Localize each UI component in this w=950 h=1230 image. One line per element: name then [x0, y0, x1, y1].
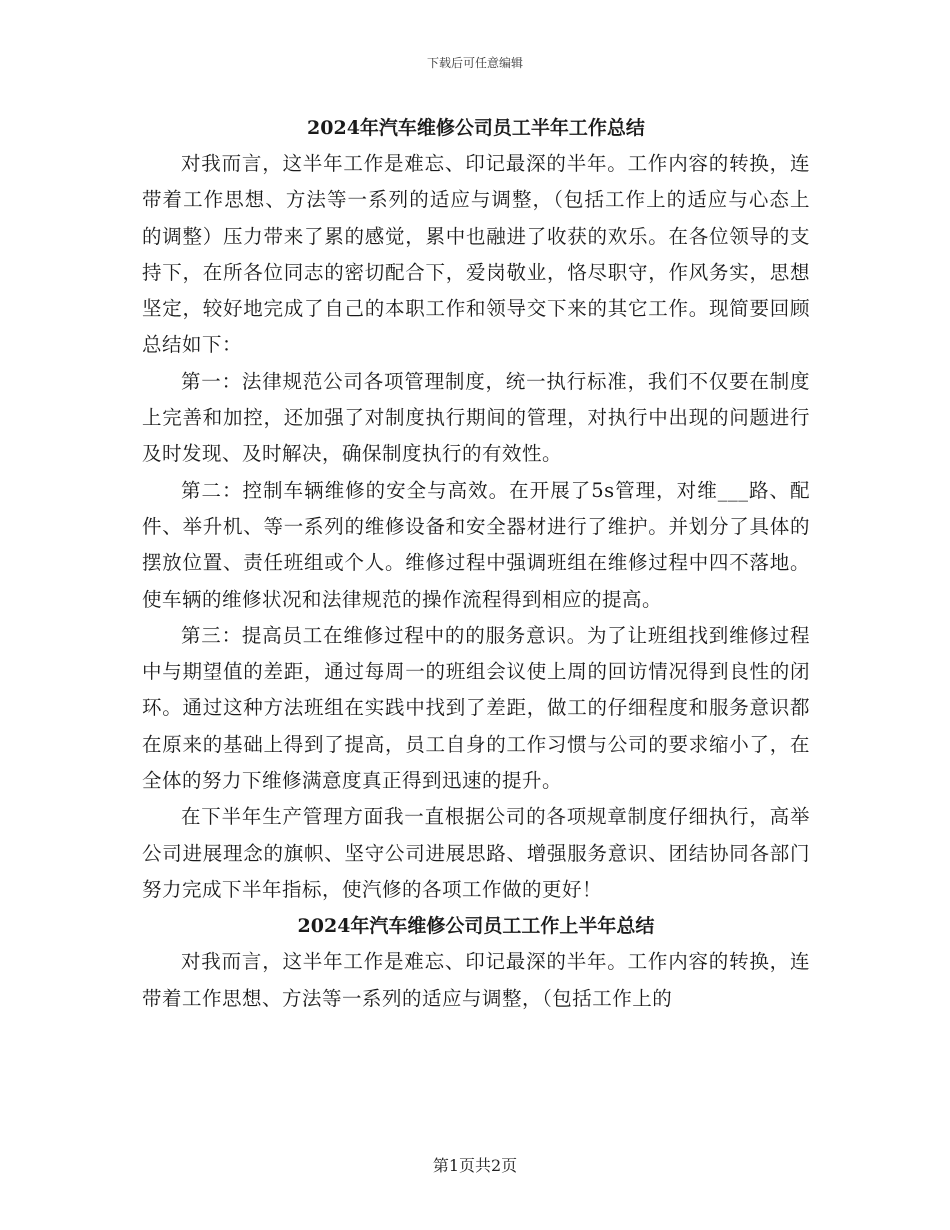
- page-number: 第1页共2页: [432, 1156, 518, 1175]
- document-body: [142, 110, 810, 1017]
- second-document-title: 2024年汽车维修公司员工工作上半年总结: [297, 915, 655, 938]
- paragraph-intro: 对我而言，这半年工作是难忘、印记最深的半年。工作内容的转换，连带着工作思想、方法等一系列的适应与调整，（包括工作上的适应与心态上的调整）压力带来了累的感觉，累中也融进了收获的欢乐。在各位领导的支持下，在所各位同志的密切配合下，爱岗敬业，恪尽职守，作风务实，思想坚定，较好地完成了自己的本职工作和领导交下来的其它工作。现简要回顾总结如下：: [142, 152, 810, 357]
- paragraph-second-intro: 对我而言，这半年工作是难忘、印记最深的半年。工作内容的转换，连带着工作思想、方法等一系列的适应与调整，（包括工作上的: [142, 950, 810, 1010]
- document-title: 2024年汽车维修公司员工半年工作总结: [307, 117, 645, 139]
- paragraph-first: 第一：法律规范公司各项管理制度，统一执行标准，我们不仅要在制度上完善和加控，还加强了对制度执行期间的管理，对执行中出现的问题进行及时发现、及时解决，确保制度执行的有效性。: [142, 369, 810, 466]
- paragraph-second: 第二：控制车辆维修的安全与高效。在开展了5s管理，对维___路、配件、举升机、等一系列的维修设备和安全器材进行了维护。并划分了具体的摆放位置、责任班组或个人。维修过程中强调班组在维修过程中四不落地。使车辆的维修状况和法律规范的操作流程得到相应的提高。: [142, 478, 810, 611]
- paragraph-closing: 在下半年生产管理方面我一直根据公司的各项规章制度仔细执行，高举公司进展理念的旗帜、坚守公司进展思路、增强服务意识、团结协同各部门努力完成下半年指标，使汽修的各项工作做的更好！: [142, 805, 810, 901]
- paragraph-third: 第三：提高员工在维修过程中的的服务意识。为了让班组找到维修过程中与期望值的差距，通过每周一的班组会议使上周的回访情况得到良性的闭环。通过这种方法班组在实践中找到了差距，做工的仔细程度和服务意识都在原来的基础上得到了提高，员工自身的工作习惯与公司的要求缩小了，在全体的努力下维修满意度真正得到迅速的提升。: [142, 623, 810, 793]
- header-note: 下载后可任意编辑: [426, 56, 523, 70]
